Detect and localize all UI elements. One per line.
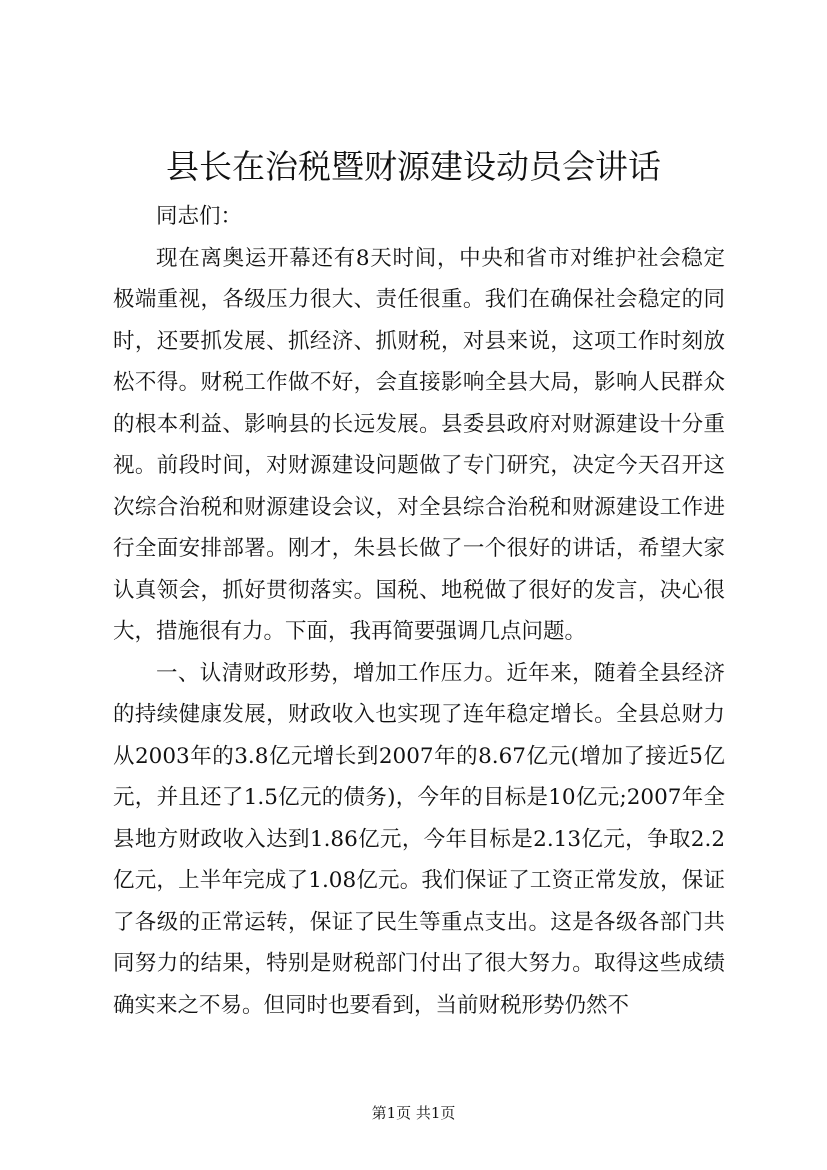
- document-body: [113, 196, 725, 1026]
- paragraph-1: 现在离奥运开幕还有8天时间，中央和省市对维护社会稳定极端重视，各级压力很大、责任很重。我们在确保社会稳定的同时，还要抓发展、抓经济、抓财税，对县来说，这项工作时刻放松不得。财税工作做不好，会直接影响全县大局，影响人民群众的根本利益、影响县的长远发展。县委县政府对财源建设十分重视。前段时间，对财源建设问题做了专门研究，决定今天召开这次综合治税和财源建设会议，对全县综合治税和财源建设工作进行全面安排部署。刚才，朱县长做了一个很好的讲话，希望大家认真领会，抓好贯彻落实。国税、地税做了很好的发言，决心很大，措施很有力。下面，我再简要强调几点问题。: [113, 245, 725, 644]
- paragraph-2: 一、认清财政形势，增加工作压力。近年来，随着全县经济的持续健康发展，财政收入也实现了连年稳定增长。全县总财力从2003年的3.8亿元增长到2007年的8.67亿元(增加了接近5亿元，并且还了1.5亿元的债务)，今年的目标是10亿元;2007年全县地方财政收入达到1.86亿元，今年目标是2.13亿元，争取2.2亿元，上半年完成了1.08亿元。我们保证了工资正常发放，保证了各级的正常运转，保证了民生等重点支出。这是各级各部门共同努力的结果，特别是财税部门付出了很大努力。取得这些成绩确实来之不易。但同时也要看到，当前财税形势仍然不: [113, 660, 725, 1018]
- document-title: 县长在治税暨财源建设动员会讲话: [166, 147, 661, 186]
- salutation: 同志们：: [156, 204, 243, 229]
- page-number-footer: 第1页 共1页: [371, 1104, 456, 1122]
